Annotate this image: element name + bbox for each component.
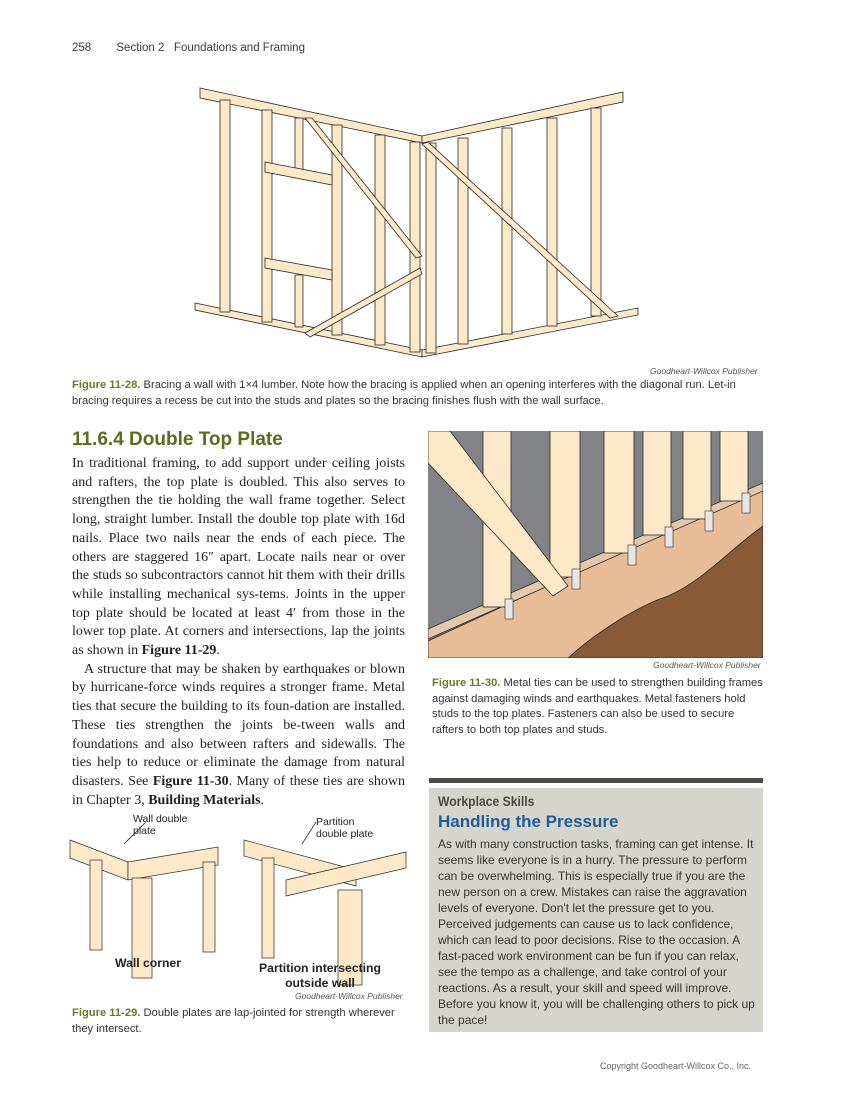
stud xyxy=(262,858,274,958)
paragraph: A structure that may be shaken by earthquakes or blown by hurricane-force winds requires a stronger frame. Metal ties that secure the building to its foun-dation are installed. These ties strengthen the joints be-tween walls and foundations and also between rafters and sidewalls. The ties help to reduce or eliminate the damage from natural disasters. See Figure 11-30. Many of these ties are shown in Chapter 3, Building Materials. xyxy=(72,661,405,808)
stud xyxy=(458,138,468,344)
wall-corner-title: Wall corner xyxy=(115,956,181,970)
running-head xyxy=(72,42,305,54)
section-title: Section 2 Foundations and Framing xyxy=(116,42,305,54)
figure-11-29-caption xyxy=(72,1006,402,1037)
stud xyxy=(262,110,272,322)
stud xyxy=(90,860,102,950)
caption-text: Metal ties can be used to strengthen building frames against damaging winds and earthquakes. Metal fasteners hold studs to the top plates. Fasteners can also be used to secure rafters to both top plates and studs. xyxy=(432,677,763,736)
partition-title: Partition intersecting outside wall xyxy=(259,961,381,990)
sidebar-rule xyxy=(429,778,763,783)
stud xyxy=(604,431,634,553)
stud xyxy=(643,431,671,535)
figure-label: Figure 11-29. xyxy=(72,1007,141,1019)
metal-tie xyxy=(665,527,673,547)
metal-tie xyxy=(505,599,513,619)
paragraph: In traditional framing, to add support under ceiling joists and rafters, the top plate is doubled. This also serves to strengthen the tie holding the wall frame together. Select long, straight lumber. Install the double top plate with 16d nails. Place two nails near the ends of each piece. The others are staggered 16″ apart. Locate nails near or over the studs so subcontractors cannot hit them with their drills while installing mechanical sys-tems. Joints in the upper top plate should be located at least 4′ from those in the lower top plate. At corners and intersections, lap the joints as shown in Figure 11-29. xyxy=(72,456,405,659)
metal-tie xyxy=(572,569,580,589)
metal-tie xyxy=(628,545,636,565)
metal-tie xyxy=(742,493,750,513)
stud xyxy=(375,135,385,345)
section-heading: 11.6.4 Double Top Plate xyxy=(72,429,283,450)
callout-arrow xyxy=(302,822,316,844)
callout-partition-double-plate: Partition double plate xyxy=(316,816,374,840)
right-bottom-plate xyxy=(422,308,638,357)
callout-wall-double-plate: Wall double plate xyxy=(133,813,188,837)
metal-tie xyxy=(705,511,713,531)
stud xyxy=(220,100,230,312)
caption-text: Double plates are lap-jointed for strength wherever they intersect. xyxy=(72,1007,395,1035)
figure-11-30-credit: Goodheart-Willcox Publisher xyxy=(653,660,761,670)
stud xyxy=(720,431,748,501)
figure-11-30-caption xyxy=(432,676,764,738)
figure-ref: Figure 11-29 xyxy=(141,643,217,659)
stud xyxy=(591,108,601,316)
copyright: Copyright Goodheart-Willcox Co., Inc. xyxy=(600,1061,752,1071)
figure-11-28-illustration xyxy=(190,80,650,360)
chapter-ref: Building Materials xyxy=(148,792,261,808)
body-text xyxy=(72,455,405,810)
figure-ref: Figure 11-30 xyxy=(152,773,229,789)
stud xyxy=(683,431,711,519)
stud xyxy=(547,118,557,326)
figure-11-29-credit: Goodheart-Willcox Publisher xyxy=(295,991,403,1001)
sidebar-kicker: Workplace Skills xyxy=(438,794,535,809)
workplace-skills-sidebar xyxy=(429,788,763,1032)
figure-11-30-illustration xyxy=(428,431,763,658)
sidebar-title: Handling the Pressure xyxy=(438,812,619,831)
page-number: 258 xyxy=(72,42,92,54)
left-top-plate xyxy=(200,88,422,143)
stud xyxy=(203,862,215,952)
sidebar-text: As with many construction tasks, framing can get intense. It seems like everyone is in a hurry. The pressure to perform can be overwhelming. This is especially true if you are the new person on a crew. Mistakes can raise the aggravation levels of everyone. Don't let the pressure get to you. Perceived judgements can cause us to lack confidence, which can lead to poor decisions. Rise to the occasion. A fast-paced work environment can be fun if you can relax, see the tempo as a challenge, and take control of your reactions. As a result, your skill and speed will improve. Before you know it, you will be challenging others to pick up the pace! xyxy=(438,837,755,1027)
stud xyxy=(426,143,436,353)
let-in-brace xyxy=(422,142,618,318)
figure-11-28-credit: Goodheart-Willcox Publisher xyxy=(650,366,758,376)
figure-label: Figure 11-30. xyxy=(432,677,501,689)
stud xyxy=(502,128,512,334)
figure-11-28-caption xyxy=(72,378,772,409)
caption-text: Bracing a wall with 1×4 lumber. Note how the bracing is applied when an opening interferes with the diagonal run. Let-in bracing requires a recess be cut into the studs and plates so the bracing finishes flush with the wall surface. xyxy=(72,379,736,407)
figure-label: Figure 11-28. xyxy=(72,379,141,391)
stud xyxy=(295,275,303,327)
stud xyxy=(550,431,580,577)
